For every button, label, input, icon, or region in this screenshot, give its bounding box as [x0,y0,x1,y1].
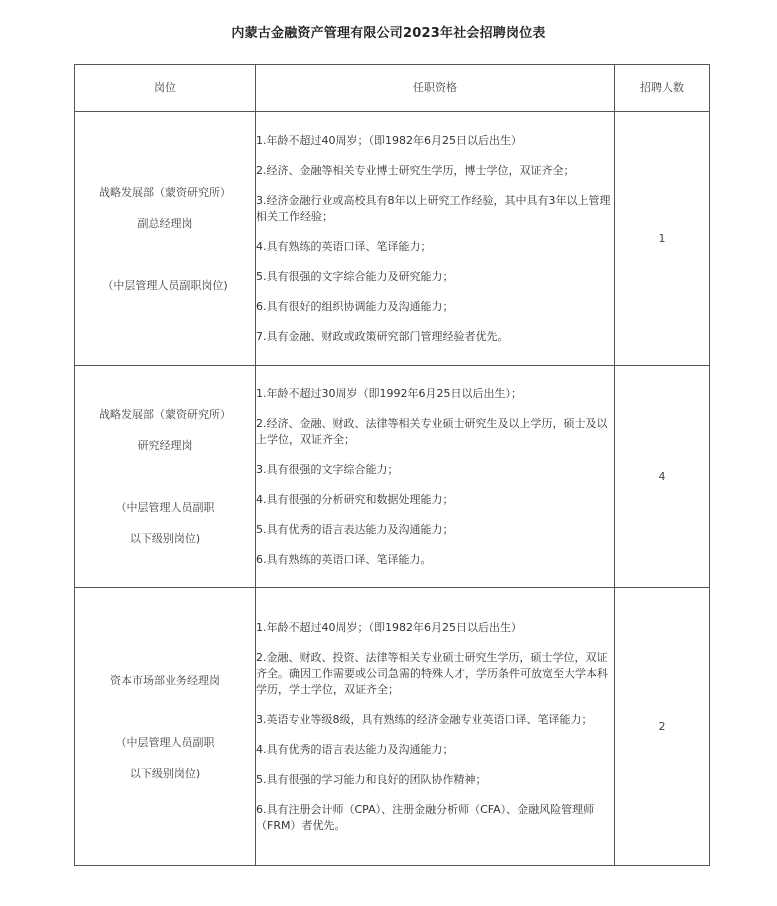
requirement-item: 6.具有很好的组织协调能力及沟通能力； [256,299,454,313]
requirement-item: 5.具有优秀的语言表达能力及沟通能力； [256,522,454,536]
position-cell [75,366,256,588]
requirement-item: 2.经济、金融、财政、法律等相关专业硕士研究生及以上学历，硕士及以上学位，双证齐全； [256,416,608,446]
position-line: 研究经理岗 [137,439,193,452]
requirement-item: 4.具有很强的分析研究和数据处理能力； [256,492,454,506]
count-cell: 2 [615,588,710,866]
table-header-row [75,65,710,112]
position-line: （中层管理人员副职 [115,501,215,514]
requirement-item: 3.英语专业等级8级，具有熟练的经济金融专业英语口译、笔译能力； [256,712,593,726]
requirement-item: 6.具有熟练的英语口译、笔译能力。 [256,552,432,566]
table-row [75,366,710,588]
requirement-item: 3.经济金融行业或高校具有8年以上研究工作经验，其中具有3年以上管理相关工作经验； [256,193,611,223]
position-cell [75,588,256,866]
requirement-item: 1.年龄不超过40周岁；（即1982年6月25日以后出生） [256,620,522,634]
position-line: （中层管理人员副职 [115,735,215,749]
position-line: 战略发展部（蒙资研究所） [99,185,231,199]
requirement-item: 4.具有优秀的语言表达能力及沟通能力； [256,742,454,756]
count-cell: 4 [615,366,710,588]
table-row [75,588,710,866]
requirements-cell [256,112,615,366]
requirement-item: 4.具有熟练的英语口译、笔译能力； [256,239,432,253]
requirement-item: 1.年龄不超过30周岁（即1992年6月25日以后出生）； [256,386,522,400]
position-line: 资本市场部业务经理岗 [110,673,220,687]
requirement-item: 2.经济、金融等相关专业博士研究生学历，博士学位，双证齐全； [256,163,575,177]
page-title: 内蒙古金融资产管理有限公司2023年社会招聘岗位表 [231,26,546,41]
position-line: 以下级别岗位) [129,532,201,545]
requirement-item: 1.年龄不超过40周岁；（即1982年6月25日以后出生） [256,133,522,147]
requirement-item: 5.具有很强的文字综合能力及研究能力； [256,269,454,283]
requirement-item: 2.金融、财政、投资、法律等相关专业硕士研究生学历，硕士学位，双证齐全。确因工作需要或公司急需的特殊人才，学历条件可放宽至大学本科学历，学士学位，双证齐全； [256,650,608,696]
table-row [75,112,710,366]
header-position: 岗位 [75,65,256,112]
requirement-item: 6.具有注册会计师（CPA）、注册金融分析师（CFA）、金融风险管理师（FRM）者优先。 [256,802,595,832]
position-line: 战略发展部（蒙资研究所） [99,408,231,421]
header-qualifications: 任职资格 [256,65,615,112]
recruitment-table [74,64,710,866]
header-count: 招聘人数 [615,65,710,112]
count-cell: 1 [615,112,710,366]
position-line: （中层管理人员副职岗位) [102,278,228,292]
position-line: 副总经理岗 [137,216,193,230]
requirements-cell [256,588,615,866]
requirement-item: 5.具有很强的学习能力和良好的团队协作精神； [256,772,487,786]
requirement-item: 3.具有很强的文字综合能力； [256,462,399,476]
requirement-item: 7.具有金融、财政或政策研究部门管理经验者优先。 [256,329,509,343]
requirements-cell [256,366,615,588]
position-line: 以下级别岗位) [129,766,201,780]
position-cell [75,112,256,366]
